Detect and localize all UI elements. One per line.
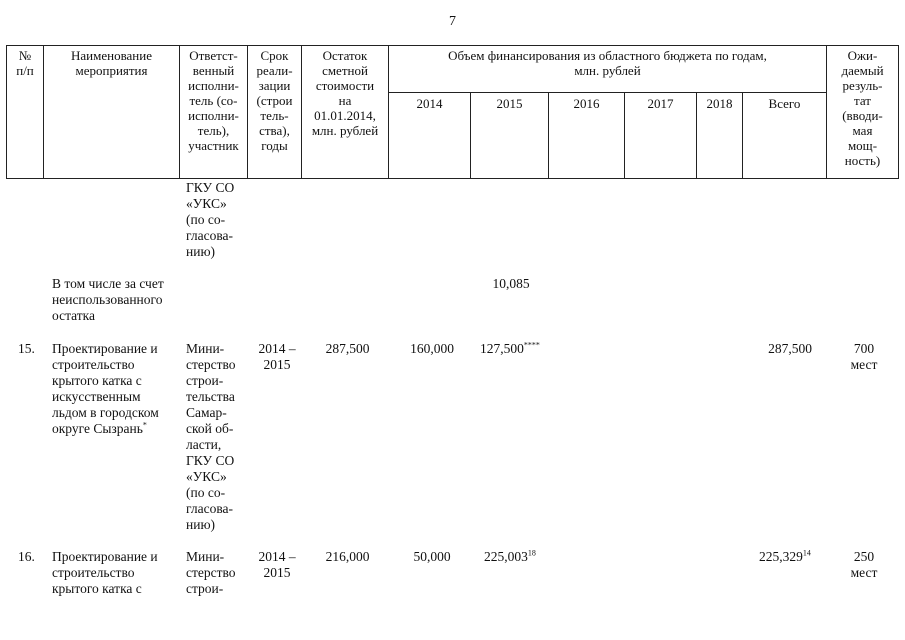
- header-total: Всего: [743, 93, 827, 179]
- row15-term: 2014 – 2015: [258, 341, 296, 372]
- row16-total-footnote: 14: [802, 548, 811, 558]
- row16-total-value: 225,329: [759, 549, 803, 564]
- unused-2015: 10,085: [492, 276, 530, 291]
- header-year-2017: 2017: [625, 93, 697, 179]
- row16-term: 2014 – 2015: [258, 549, 296, 580]
- header-term: Срок реали- зации (строи тель- ства), годы: [248, 46, 302, 179]
- header-funding: Объем финансирования из областного бюджета по годам, млн. рублей: [389, 46, 827, 93]
- header-year-2015: 2015: [471, 93, 549, 179]
- row16-executor: Мини- стерство строи-: [186, 549, 236, 596]
- row15-result: 700 мест: [850, 341, 878, 372]
- row16-result: 250 мест: [850, 549, 878, 580]
- header-executor: Ответст- венный исполни- тель (со- исполни- тель), участник: [180, 46, 248, 179]
- row16-name: Проектирование и строительство крытого катка с: [52, 549, 158, 596]
- table-header: [6, 45, 899, 179]
- page-number: 7: [449, 14, 456, 29]
- header-year-2014: 2014: [389, 93, 471, 179]
- row15-name: [52, 341, 186, 437]
- row15-num: 15.: [18, 341, 35, 356]
- row15-name-footnote: *: [142, 420, 147, 430]
- row15-total: 287,500: [768, 341, 812, 356]
- row15-remaining-cost: 287,500: [325, 341, 370, 356]
- row15-2015-value: 127,500: [480, 341, 524, 356]
- row16-2015-value: 225,003: [484, 549, 528, 564]
- row16-2015-footnote: 18: [527, 548, 536, 558]
- header-year-2018: 2018: [697, 93, 743, 179]
- unused-name: В том числе за счет неиспользованного остатка: [52, 276, 164, 323]
- header-year-2016: 2016: [549, 93, 625, 179]
- row16-2014: 50,000: [413, 549, 451, 564]
- header-result: Ожи- даемый резуль- тат (вводи- мая мощ- ность): [827, 46, 899, 179]
- header-num: № п/п: [7, 46, 44, 179]
- row15-name-text: Проектирование и строительство крытого катка с искусственным льдом в городском округе Сызрань: [52, 341, 159, 436]
- row16-remaining-cost: 216,000: [325, 549, 370, 564]
- cont-executor: ГКУ СО «УКС» (по со- гласова- нию): [186, 180, 235, 259]
- row15-2015: [480, 341, 560, 357]
- header-name: Наименование мероприятия: [44, 46, 180, 179]
- row16-2015: [484, 549, 564, 565]
- header-remaining-cost: Остаток сметной стоимости на 01.01.2014, млн. рублей: [302, 46, 389, 179]
- row15-2015-footnote: ****: [523, 340, 540, 350]
- row15-executor: Мини- стерство строи- тельства Самар- ской об- ласти, ГКУ СО «УКС» (по со- гласова- нию): [186, 341, 236, 532]
- row16-num: 16.: [18, 549, 35, 564]
- row15-2014: 160,000: [410, 341, 454, 356]
- row16-total: [759, 549, 839, 565]
